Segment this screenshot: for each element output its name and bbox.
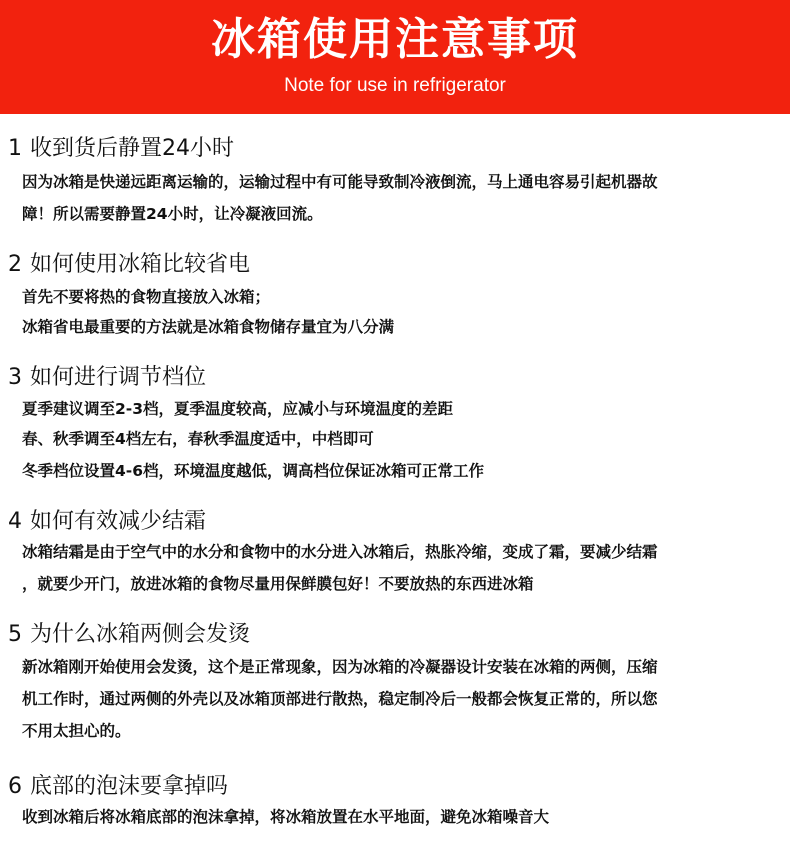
section-title: 如何有效减少结霜 [30,509,207,534]
section-text-line: 冰箱结霜是由于空气中的水分和食物中的水分进入冰箱后，热胀冷缩，变成了霜，要减少结霜 [22,543,658,561]
section-1-heading [8,134,234,164]
section-text-line: ，就要少开门，放进冰箱的食物尽量用保鲜膜包好！不要放热的东西进冰箱 [22,575,534,593]
section-3-heading [8,363,206,393]
section-text-line: 障！所以需要静置24小时，让冷凝液回流。 [22,205,323,223]
section-title: 如何使用冰箱比较省电 [30,252,251,277]
title-banner [0,0,790,114]
section-6-heading [8,772,228,802]
section-text-line: 因为冰箱是快递远距离运输的，运输过程中有可能导致制冷液倒流，马上通电容易引起机器故 [22,173,658,191]
section-number: 2 [8,252,22,277]
section-number: 5 [8,622,22,647]
section-text-line: 不用太担心的。 [22,722,131,740]
section-number: 3 [8,365,22,390]
section-text-line: 收到冰箱后将冰箱底部的泡沫拿掉，将冰箱放置在水平地面，避免冰箱噪音大 [22,808,550,826]
section-text-line: 冬季档位设置4-6档，环境温度越低，调高档位保证冰箱可正常工作 [22,462,485,480]
section-text-line: 夏季建议调至2-3档，夏季温度较高，应减小与环境温度的差距 [22,400,454,418]
section-number: 6 [8,774,22,799]
section-text-line: 机工作时，通过两侧的外壳以及冰箱顶部进行散热，稳定制冷后一般都会恢复正常的，所以您 [22,690,658,708]
section-text-line: 首先不要将热的食物直接放入冰箱； [22,288,271,306]
section-4-heading [8,507,206,537]
section-number: 4 [8,509,22,534]
banner-title: 冰箱使用注意事项 [211,14,579,65]
section-2-heading [8,250,250,280]
section-title: 为什么冰箱两侧会发烫 [30,622,251,647]
section-text-line: 冰箱省电最重要的方法就是冰箱食物储存量宜为八分满 [22,318,395,336]
section-5-heading [8,620,250,650]
section-text-line: 春、秋季调至4档左右，春秋季温度适中，中档即可 [22,430,374,448]
banner-subtitle: Note for use in refrigerator [284,75,506,96]
section-title: 底部的泡沫要拿掉吗 [30,774,229,799]
section-text-line: 新冰箱刚开始使用会发烫，这个是正常现象，因为冰箱的冷凝器设计安装在冰箱的两侧，压缩 [22,658,658,676]
section-title: 如何进行调节档位 [30,365,207,390]
section-number: 1 [8,136,22,161]
section-title: 收到货后静置24小时 [30,136,234,161]
